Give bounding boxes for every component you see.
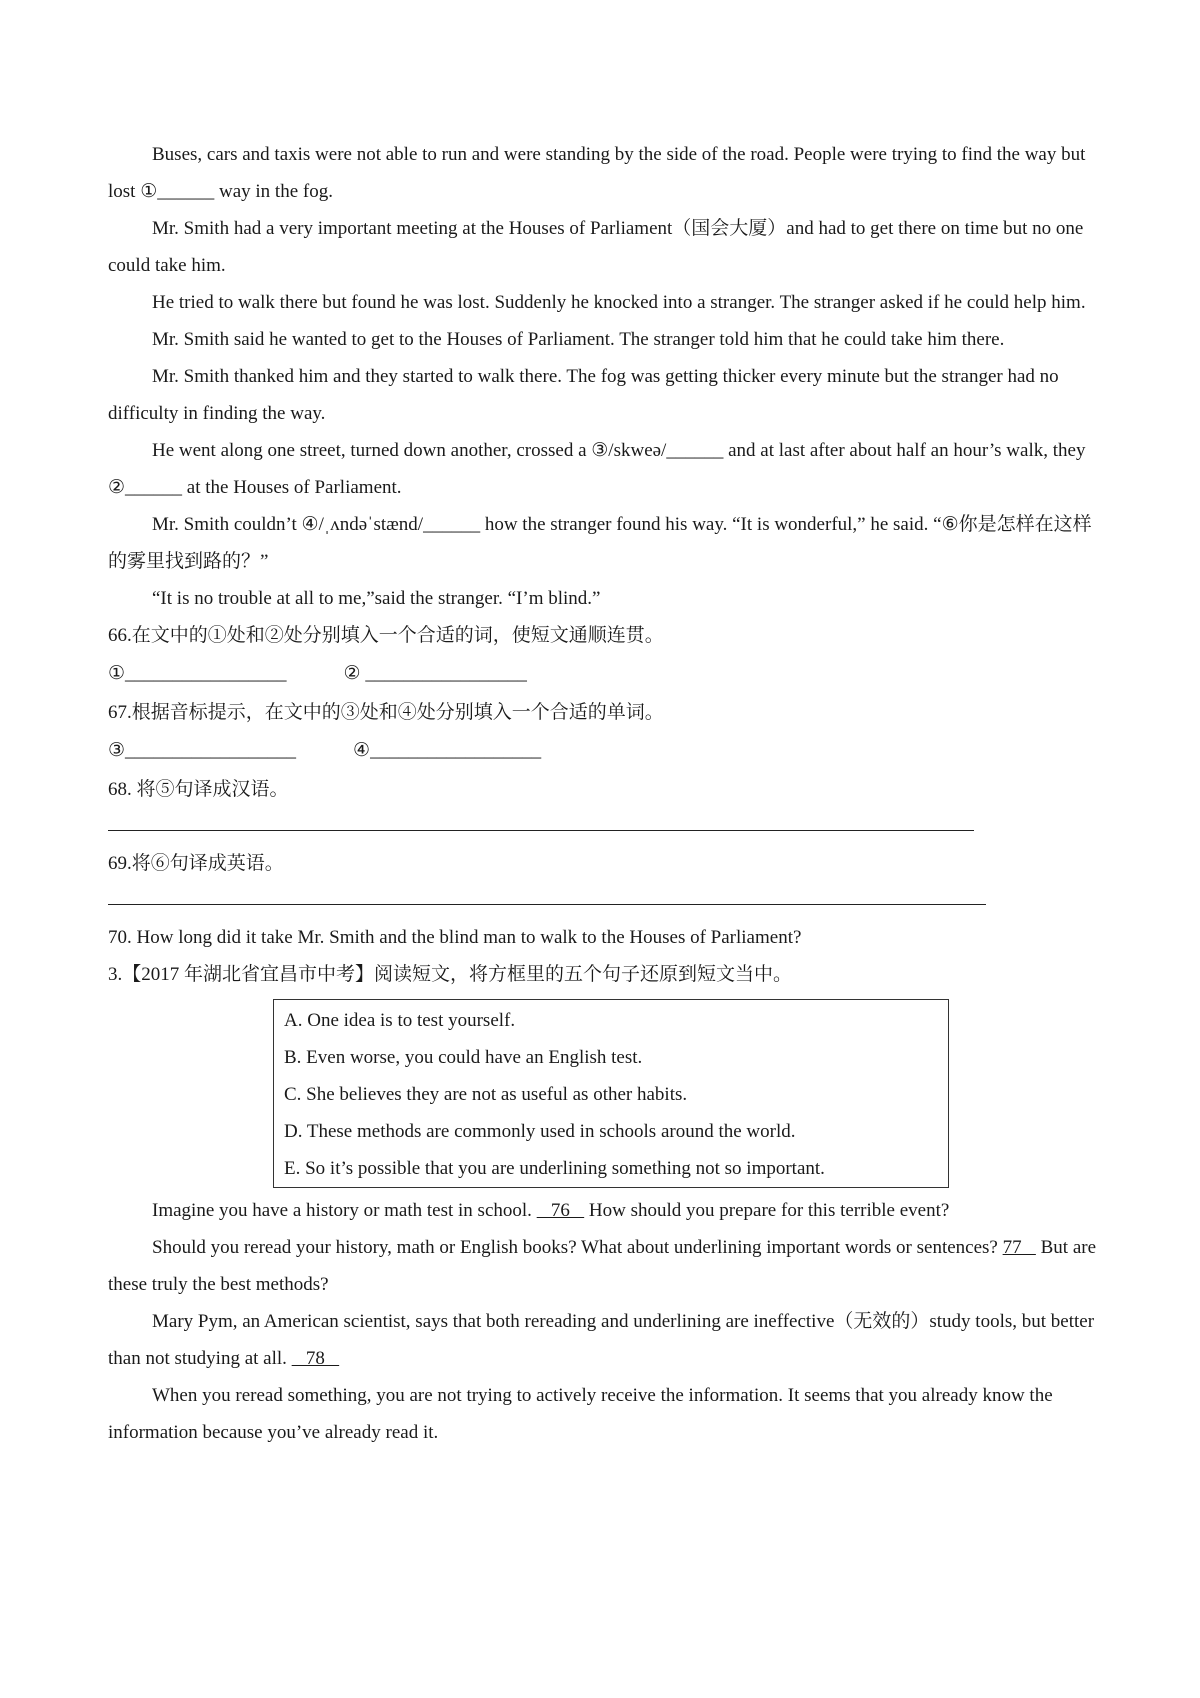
document-content: [108, 136, 1108, 1451]
section-3-paragraph-3: [108, 1303, 1108, 1377]
section-3-paragraph-1: [108, 1192, 1108, 1229]
blank-77[interactable]: 77: [1002, 1237, 1036, 1258]
section-3-paragraph-2: [108, 1229, 1108, 1303]
passage-paragraph-6: He went along one street, turned down another, crossed a ③/skweə/______ and at last after about half an hour’s walk, they ②______ at the Houses of Parliament.: [108, 440, 1086, 498]
section-3-paragraph-2-text: Should you reread your history, math or English books? What about underlining important words or sentences?: [152, 1237, 998, 1258]
passage-paragraph-3: He tried to walk there but found he was lost. Suddenly he knocked into a stranger. The stranger asked if he could help him.: [152, 292, 1086, 313]
passage-paragraph-2: Mr. Smith had a very important meeting at the Houses of Parliament（国会大厦）and had to get there on time but no one could take him.: [108, 218, 1084, 276]
question-66-answer-blanks[interactable]: ①_________________ ② _________________: [108, 663, 527, 684]
passage-paragraph-5: Mr. Smith thanked him and they started to walk there. The fog was getting thicker every minute but the stranger had no difficulty in finding the way.: [108, 366, 1059, 424]
options-box: [273, 999, 949, 1188]
question-69: 69.将⑥句译成英语。: [108, 853, 284, 874]
section-3-paragraph-3-text: Mary Pym, an American scientist, says that both rereading and underlining are ineffective（无效的）study tools, but better than not studying at all.: [108, 1311, 1095, 1369]
question-68-answer-line[interactable]: [108, 830, 974, 831]
section-3-paragraph-1-text: Imagine you have a history or math test in school.: [152, 1200, 532, 1221]
question-67: 67.根据音标提示，在文中的③处和④处分别填入一个合适的单词。: [108, 702, 664, 723]
option-b: B. Even worse, you could have an English test.: [284, 1047, 643, 1068]
question-68: 68. 将⑤句译成汉语。: [108, 779, 289, 800]
passage-paragraph-1: Buses, cars and taxis were not able to run and were standing by the side of the road. People were trying to find the way but lost ①______ way in the fog.: [108, 144, 1086, 202]
passage-paragraph-8: “It is no trouble at all to me,”said the stranger. “I’m blind.”: [152, 588, 601, 609]
question-70: 70. How long did it take Mr. Smith and the blind man to walk to the Houses of Parliament?: [108, 927, 802, 948]
section-3-paragraph-2-after: But are these truly the best methods?: [108, 1237, 1097, 1295]
question-69-answer-line[interactable]: [108, 904, 986, 905]
option-c: C. She believes they are not as useful as other habits.: [284, 1084, 688, 1105]
option-e: E. So it’s possible that you are underlining something not so important.: [284, 1158, 825, 1179]
question-67-answer-blanks[interactable]: ③__________________ ④__________________: [108, 740, 542, 761]
section-3-paragraph-1-after: How should you prepare for this terrible event?: [588, 1200, 950, 1221]
question-66: 66.在文中的①处和②处分别填入一个合适的词，使短文通顺连贯。: [108, 625, 664, 646]
section-3-heading: 3.【2017 年湖北省宜昌市中考】阅读短文，将方框里的五个句子还原到短文当中。: [108, 964, 793, 985]
option-a: A. One idea is to test yourself.: [284, 1010, 516, 1031]
option-d: D. These methods are commonly used in schools around the world.: [284, 1121, 796, 1142]
blank-76[interactable]: 76: [536, 1200, 585, 1221]
blank-78[interactable]: 78: [291, 1348, 340, 1369]
passage-paragraph-7: Mr. Smith couldn’t ④/ˌʌndəˈstænd/______ how the stranger found his way. “It is wonderful,” he said. “⑥你是怎样在这样的雾里找到路的？”: [108, 514, 1092, 572]
section-3-paragraph-4: When you reread something, you are not trying to actively receive the information. It seems that you already know the information because you’ve already read it.: [108, 1385, 1053, 1443]
passage-paragraph-4: Mr. Smith said he wanted to get to the Houses of Parliament. The stranger told him that he could take him there.: [152, 329, 1005, 350]
